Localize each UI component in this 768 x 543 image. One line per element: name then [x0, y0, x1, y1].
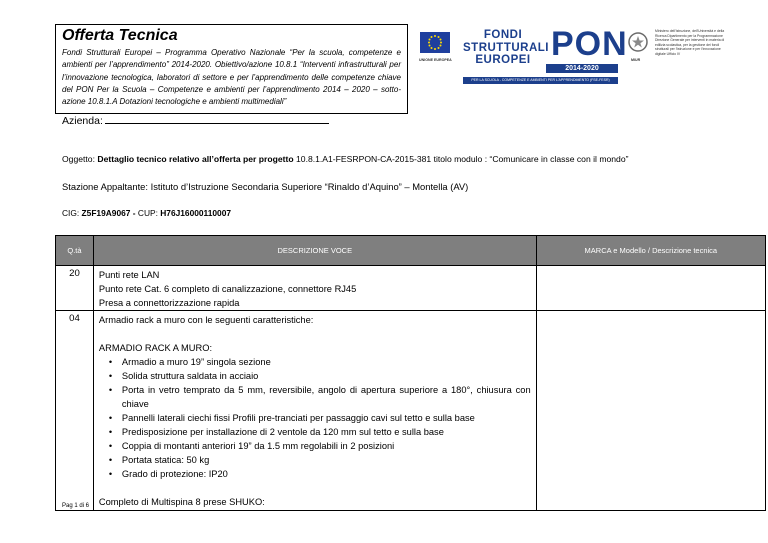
- list-item: • Solida struttura saldata in acciaio: [122, 369, 531, 383]
- document-subtitle: Fondi Strutturali Europei – Programma Operativo Nazionale “Per la scuola, competenze e ambienti per l’apprendimento” 2014-2020. Obiettivo/azione 10.8.1 “Interventi infrastrutturali per l’innovazione tecnologica, laboratori di settore e per l’apprendimento delle competenze chiave del PON Per la Scuola – Competenze e ambienti per l’apprendimento 2014 – 2020 – sotto-azione 10.8.1.A Dotazioni tecnologiche e ambienti multimediali”: [62, 48, 401, 107]
- row1-brand-cell[interactable]: [536, 266, 765, 311]
- logo-banner: [415, 26, 730, 94]
- document-title: Offerta Tecnica: [62, 27, 178, 44]
- ministero-text: Ministero dell'Istruzione, dell'Università e della Ricerca Dipartimento per la Programmazione Direzione Generale per interventi in materia di edilizia scolastica, per la gestione dei fondi strutturali per l'istruzione e per l'innovazione digitale Ufficio IV: [655, 29, 725, 56]
- cig-separator: -: [130, 208, 138, 218]
- row2-bullet-list: [99, 355, 531, 481]
- oggetto-bold: Dettaglio tecnico relativo all’offerta per progetto: [97, 154, 294, 164]
- cup-value: H76J16000110007: [160, 208, 232, 218]
- stazione-appaltante: Stazione Appaltante: Istituto d’Istruzione Secondaria Superiore “Rinaldo d’Aquino” – Montella (AV): [62, 181, 469, 192]
- list-item: • Predisposizione per installazione di 2 ventole da 120 mm sul tetto e sulla base: [122, 425, 531, 439]
- cig-cup-line: [62, 208, 231, 218]
- title-box: [55, 24, 408, 114]
- row2-section-title: ARMADIO RACK A MURO:: [98, 343, 213, 353]
- header-desc: DESCRIZIONE VOCE: [93, 236, 536, 266]
- oggetto-label: Oggetto:: [62, 154, 98, 164]
- list-item: • Coppia di montanti anteriori 19” da 1.5 mm regolabili in 2 posizioni: [122, 439, 531, 453]
- list-item: • Armadio a muro 19” singola sezione: [122, 355, 531, 369]
- oggetto-rest: 10.8.1.A1-FESRPON-CA-2015-381 titolo modulo : “Comunicare in classe con il mondo”: [293, 154, 629, 164]
- fondi-line-3: EUROPEI: [475, 54, 531, 66]
- fondi-line-2: STRUTTURALI: [463, 41, 549, 54]
- row1-line-3: Presa a connettorizzazione rapida: [98, 298, 240, 308]
- cup-label: CUP:: [137, 208, 161, 218]
- cig-label: CIG:: [62, 208, 82, 218]
- miur-caption: MIUR: [631, 58, 641, 62]
- fondi-line-1: FONDI: [483, 29, 523, 41]
- pon-band: PER LA SCUOLA - COMPETENZE E AMBIENTI PER L'APPRENDIMENTO (FSE-FESR): [463, 77, 618, 84]
- spec-table: [55, 235, 766, 511]
- row2-intro: Armadio rack a muro con le seguenti caratteristiche:: [98, 315, 314, 325]
- table-row: [56, 266, 766, 311]
- eu-flag-icon: [420, 32, 450, 53]
- azienda-blank-line: [105, 114, 329, 124]
- list-item: • Pannelli laterali ciechi fissi Profili pre-tranciati per passaggio cavi sul tetto e sulla base: [122, 411, 531, 425]
- pon-logo: PON: [551, 25, 628, 63]
- row2-desc: [93, 311, 536, 511]
- row1-line-1: Punti rete LAN: [98, 270, 160, 280]
- table-row: [56, 311, 766, 511]
- table-header-row: [56, 236, 766, 266]
- cig-value: Z5F19A9067: [81, 208, 131, 218]
- header-qty: Q.tà: [56, 236, 94, 266]
- pon-years: 2014-2020: [546, 64, 618, 73]
- row2-closing: Completo di Multispina 8 prese SHUKO:: [98, 497, 265, 507]
- eu-caption: UNIONE EUROPEA: [419, 58, 452, 62]
- row1-line-2: Punto rete Cat. 6 completo di canalizzazione, connettore RJ45: [98, 284, 357, 294]
- page-footer: Pag 1 di 6: [62, 503, 90, 509]
- row1-desc: [93, 266, 536, 311]
- list-item: • Grado di protezione: IP20: [122, 467, 531, 481]
- list-item: • Porta in vetro temprato da 5 mm, reversibile, angolo di apertura superiore a 180°, chiusura con chiave: [122, 383, 531, 411]
- header-brand: MARCA e Modello / Descrizione tecnica: [536, 236, 765, 266]
- azienda-field: [62, 114, 329, 127]
- row2-brand-cell[interactable]: [536, 311, 765, 511]
- oggetto-line: [62, 154, 628, 164]
- fondi-strutturali-logo: [463, 29, 549, 67]
- italian-emblem-icon: [627, 30, 649, 54]
- list-item: • Portata statica: 50 kg: [122, 453, 531, 467]
- row2-qty: 04: [56, 311, 94, 511]
- row1-qty: 20: [56, 266, 94, 311]
- azienda-label: Azienda:: [62, 115, 103, 127]
